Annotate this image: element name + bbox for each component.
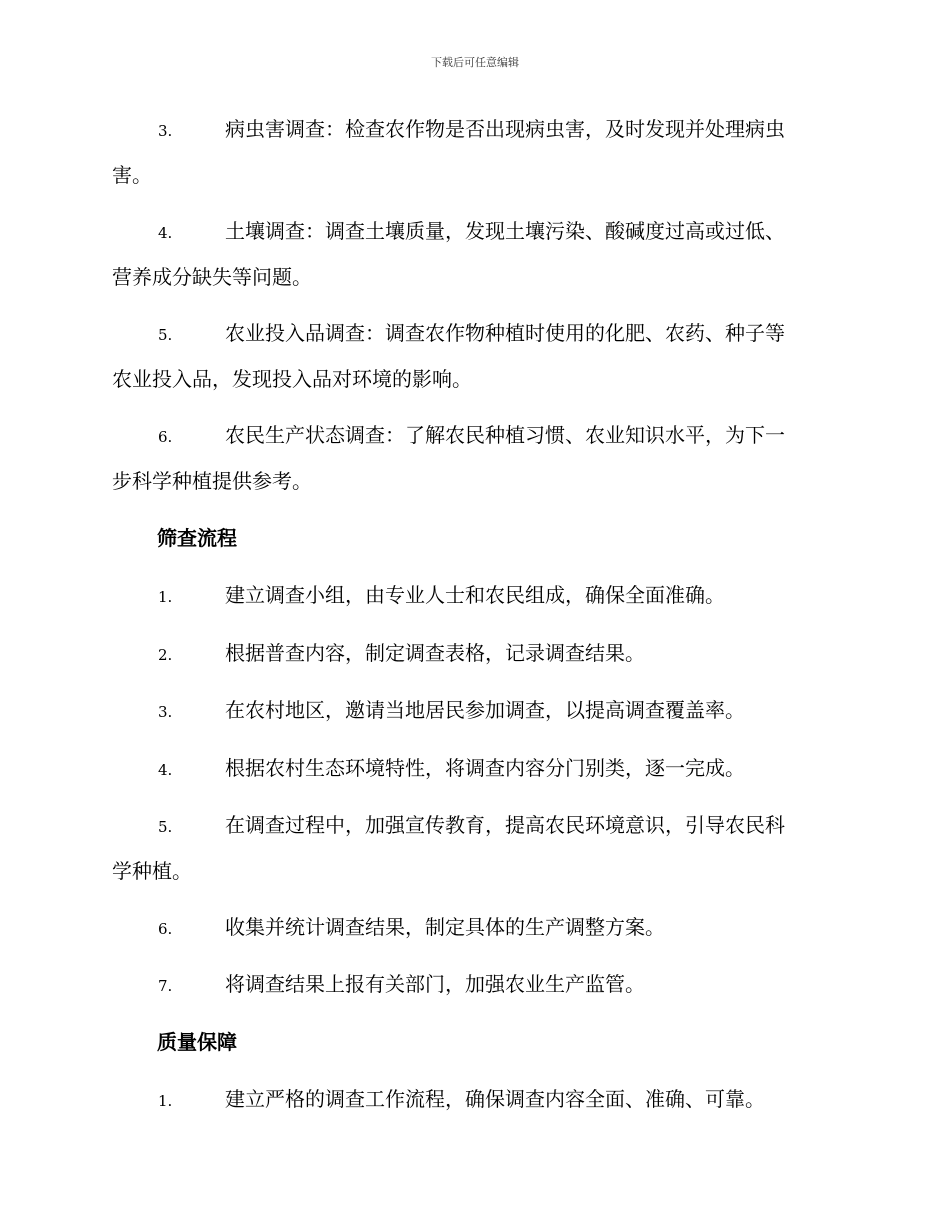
section-heading-process: 筛查流程 xyxy=(157,526,237,550)
item-number: 1. xyxy=(158,588,173,606)
item-text: 病虫害调查：检查农作物是否出现病虫害，及时发现并处理病虫 xyxy=(225,117,785,141)
list-item xyxy=(112,1077,834,1123)
item-text-continued: 学种植。 xyxy=(112,859,192,883)
list-item xyxy=(112,311,834,401)
item-text-continued: 步科学种植提供参考。 xyxy=(112,469,312,493)
item-number: 6. xyxy=(158,428,173,446)
list-item xyxy=(112,803,834,893)
item-text: 根据农村生态环境特性，将调查内容分门别类，逐一完成。 xyxy=(225,756,745,780)
item-number: 3. xyxy=(158,703,173,721)
list-item xyxy=(112,573,834,619)
item-text-continued: 营养成分缺失等问题。 xyxy=(112,265,312,289)
section-heading-quality: 质量保障 xyxy=(157,1030,237,1054)
item-number: 1. xyxy=(158,1092,173,1110)
item-text: 收集并统计调查结果，制定具体的生产调整方案。 xyxy=(225,915,665,939)
list-item xyxy=(112,688,834,734)
list-item xyxy=(112,413,834,503)
item-text: 建立调查小组，由专业人士和农民组成，确保全面准确。 xyxy=(225,583,725,607)
item-number: 4. xyxy=(158,761,173,779)
item-number: 6. xyxy=(158,920,173,938)
page-header: 下载后可任意编辑 xyxy=(431,56,519,69)
item-text: 建立严格的调查工作流程，确保调查内容全面、准确、可靠。 xyxy=(225,1087,765,1111)
item-text-continued: 农业投入品，发现投入品对环境的影响。 xyxy=(112,367,472,391)
item-number: 3. xyxy=(158,122,173,140)
item-text-continued: 害。 xyxy=(112,163,152,187)
list-item xyxy=(112,746,834,792)
item-text: 根据普查内容，制定调查表格，记录调查结果。 xyxy=(225,641,645,665)
list-item xyxy=(112,209,834,299)
item-text: 农民生产状态调查：了解农民种植习惯、农业知识水平，为下一 xyxy=(225,423,785,447)
item-text: 将调查结果上报有关部门，加强农业生产监管。 xyxy=(225,972,645,996)
item-number: 5. xyxy=(158,818,173,836)
item-number: 5. xyxy=(158,326,173,344)
list-item xyxy=(112,905,834,951)
item-number: 2. xyxy=(158,646,173,664)
item-text: 在调查过程中，加强宣传教育，提高农民环境意识，引导农民科 xyxy=(225,813,785,837)
item-text: 农业投入品调查：调查农作物种植时使用的化肥、农药、种子等 xyxy=(225,321,785,345)
item-text: 土壤调查：调查土壤质量，发现土壤污染、酸碱度过高或过低、 xyxy=(225,219,785,243)
item-text: 在农村地区，邀请当地居民参加调查，以提高调查覆盖率。 xyxy=(225,698,745,722)
item-number: 7. xyxy=(158,977,173,995)
list-item xyxy=(112,107,834,197)
item-number: 4. xyxy=(158,224,173,242)
list-item xyxy=(112,631,834,677)
list-item xyxy=(112,962,834,1008)
